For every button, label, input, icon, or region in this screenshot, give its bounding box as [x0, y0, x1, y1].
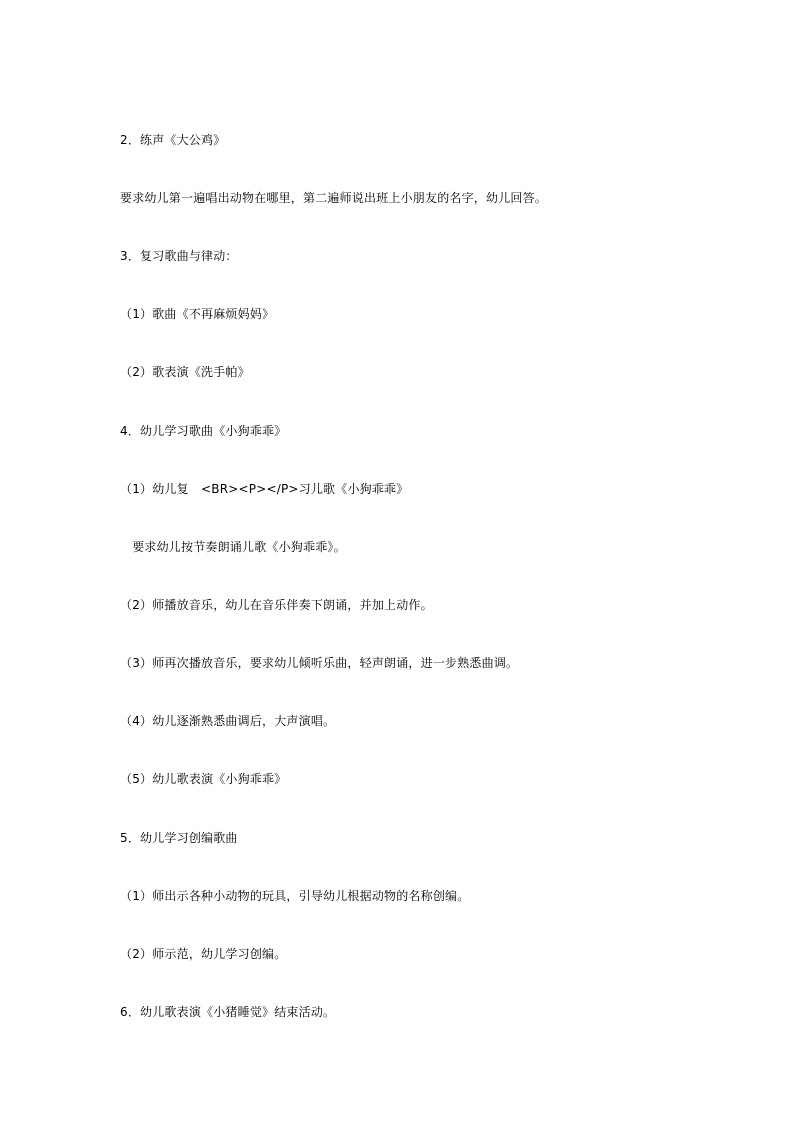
section-heading-vocal-warmup: 2．练声《大公鸡》 — [120, 133, 226, 147]
list-item: （2）歌表演《洗手帕》 — [120, 365, 250, 379]
list-item: （1）歌曲《不再麻烦妈妈》 — [120, 307, 275, 321]
list-item: （1）幼儿复 <BR><P></P>习儿歌《小狗乖乖》 — [120, 482, 409, 496]
paragraph-text: 要求幼儿第一遍唱出动物在哪里，第二遍师说出班上小朋友的名字，幼儿回答。 — [120, 191, 548, 205]
list-item: （4）幼儿逐渐熟悉曲调后，大声演唱。 — [120, 714, 336, 728]
list-item: （2）师播放音乐，幼儿在音乐伴奏下朗诵，并加上动作。 — [120, 598, 433, 612]
list-item: （3）师再次播放音乐，要求幼儿倾听乐曲，轻声朗诵，进一步熟悉曲调。 — [120, 656, 519, 670]
list-item: （5）幼儿歌表演《小狗乖乖》 — [120, 772, 287, 786]
list-item: （1）师出示各种小动物的玩具，引导幼儿根据动物的名称创编。 — [120, 889, 470, 903]
section-heading-closing: 6．幼儿歌表演《小猪睡觉》结束活动。 — [120, 1005, 336, 1019]
paragraph-text: 要求幼儿按节奏朗诵儿歌《小狗乖乖》。 — [120, 540, 346, 554]
section-heading-review-songs: 3．复习歌曲与律动： — [120, 249, 238, 263]
section-heading-learn-song: 4．幼儿学习歌曲《小狗乖乖》 — [120, 424, 287, 438]
section-heading-create-song: 5．幼儿学习创编歌曲 — [120, 831, 238, 845]
list-item: （2）师示范，幼儿学习创编。 — [120, 947, 287, 961]
